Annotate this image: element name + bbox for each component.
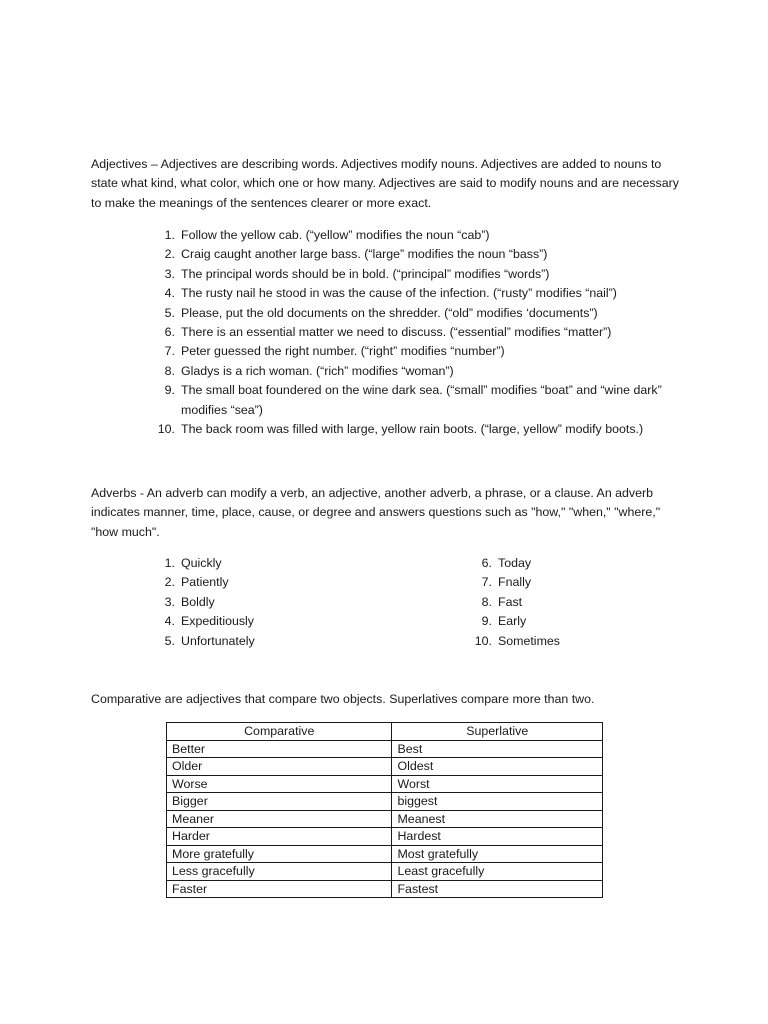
list-item-text: The back room was filled with large, yellow rain boots. (“large, yellow” modify boots.) [181, 422, 644, 437]
comparison-table [166, 722, 603, 898]
list-item-text: Fast [498, 594, 523, 609]
list-item-number: 5. [164, 633, 175, 648]
adverb-list-column-2 [468, 554, 668, 651]
list-item [151, 284, 691, 303]
comparative-cell: Harder [167, 828, 392, 846]
list-item-text: The principal words should be in bold. (“principal” modifies “words”) [181, 266, 550, 281]
list-item [151, 632, 351, 651]
list-item-number: 4. [164, 286, 175, 301]
list-item [468, 573, 668, 592]
list-item-text: Gladys is a rich woman. (“rich” modifies “woman”) [181, 363, 454, 378]
list-item [151, 420, 691, 439]
list-item [151, 381, 691, 420]
superlative-cell: Least gracefully [392, 863, 603, 881]
list-item-text: Early [498, 614, 527, 629]
table-row [167, 828, 603, 846]
list-item-number: 6. [481, 556, 492, 570]
list-item-text: There is an essential matter we need to discuss. (“essential” modifies “matter”) [181, 325, 612, 340]
comparative-cell: More gratefully [167, 845, 392, 863]
table-row [167, 863, 603, 881]
adjectives-paragraph: Adjectives – Adjectives are describing words. Adjectives modify nouns. Adjectives are added to nouns to state what kind, what color, which one or how many. Adjectives are said to modify nouns and are necessary to make the meanings of the sentences clearer or more exact. [91, 157, 679, 210]
list-item-number: 4. [164, 614, 175, 629]
list-item-number: 9. [164, 383, 175, 398]
list-item-text: Quickly [181, 556, 222, 570]
list-item [151, 573, 351, 592]
table-row [167, 758, 603, 776]
comparative-cell: Better [167, 740, 392, 758]
comparative-cell: Bigger [167, 793, 392, 811]
superlative-cell: Oldest [392, 758, 603, 776]
list-item-number: 7. [164, 344, 175, 359]
list-item [151, 593, 351, 612]
list-item-number: 10. [474, 633, 492, 648]
list-item-text: Unfortunately [181, 633, 255, 648]
list-item [151, 245, 691, 264]
list-item-number: 9. [481, 614, 492, 629]
list-item-number: 8. [481, 594, 492, 609]
list-item-number: 2. [164, 575, 175, 590]
list-item-number: 10. [157, 422, 175, 437]
list-item-number: 2. [164, 247, 175, 262]
list-item-number: 7. [481, 575, 492, 590]
list-item-number: 1. [164, 228, 175, 242]
list-item-text: Fnally [498, 575, 532, 590]
list-item-text: Patiently [181, 575, 229, 590]
table-row [167, 793, 603, 811]
list-item-number: 3. [164, 594, 175, 609]
list-item [151, 362, 691, 381]
list-item-text: Sometimes [498, 633, 560, 648]
list-item-number: 1. [164, 556, 175, 570]
list-item-text: Expeditiously [181, 614, 255, 629]
list-item [151, 304, 691, 323]
comparative-cell: Faster [167, 880, 392, 898]
list-item [151, 612, 351, 631]
list-item [151, 265, 691, 284]
table-row [167, 810, 603, 828]
table-row [167, 775, 603, 793]
list-item [151, 554, 351, 573]
header-superlative: Superlative [392, 723, 603, 741]
table-row [167, 740, 603, 758]
superlative-cell: Best [392, 740, 603, 758]
list-item-text: Boldly [181, 594, 215, 609]
list-item-text: The rusty nail he stood in was the cause of the infection. (“rusty” modifies “nail”) [181, 286, 617, 301]
comparative-cell: Worse [167, 775, 392, 793]
header-comparative: Comparative [167, 723, 392, 741]
list-item [151, 226, 691, 245]
list-item [151, 342, 691, 361]
list-item-text: Today [498, 556, 532, 570]
list-item-text: Follow the yellow cab. (“yellow” modifies the noun “cab”) [181, 228, 490, 242]
comparative-cell: Meaner [167, 810, 392, 828]
superlative-cell: biggest [392, 793, 603, 811]
superlative-cell: Most gratefully [392, 845, 603, 863]
list-item-number: 8. [164, 363, 175, 378]
list-item-text: The small boat foundered on the wine dark sea. (“small” modifies “boat” and “wine dark” modifies “sea”) [181, 383, 662, 417]
list-item [468, 554, 668, 573]
superlative-cell: Fastest [392, 880, 603, 898]
comparison-table-body [167, 740, 603, 898]
table-header-row [167, 723, 603, 741]
comparative-cell: Less gracefully [167, 863, 392, 881]
list-item-text: Please, put the old documents on the shredder. (“old” modifies ‘documents”) [181, 305, 598, 320]
superlative-cell: Worst [392, 775, 603, 793]
list-item-number: 6. [164, 325, 175, 340]
list-item [468, 612, 668, 631]
list-item-text: Craig caught another large bass. (“large” modifies the noun “bass”) [181, 247, 548, 262]
list-item [468, 593, 668, 612]
superlative-cell: Meanest [392, 810, 603, 828]
table-row [167, 880, 603, 898]
table-row [167, 845, 603, 863]
list-item-text: Peter guessed the right number. (“right” modifies “number”) [181, 344, 505, 359]
comparison-paragraph: Comparative are adjectives that compare two objects. Superlatives compare more than two. [91, 692, 595, 706]
adverbs-paragraph: Adverbs - An adverb can modify a verb, an adjective, another adverb, a phrase, or a clause. An adverb indicates manner, time, place, cause, or degree and answers questions such as "how," "when," "where," "how much". [91, 486, 661, 539]
superlative-cell: Hardest [392, 828, 603, 846]
adverb-list-column-1 [151, 554, 351, 651]
list-item [468, 632, 668, 651]
list-item-number: 3. [164, 266, 175, 281]
adjective-examples-list [151, 226, 691, 439]
comparative-cell: Older [167, 758, 392, 776]
list-item [151, 323, 691, 342]
list-item-number: 5. [164, 305, 175, 320]
